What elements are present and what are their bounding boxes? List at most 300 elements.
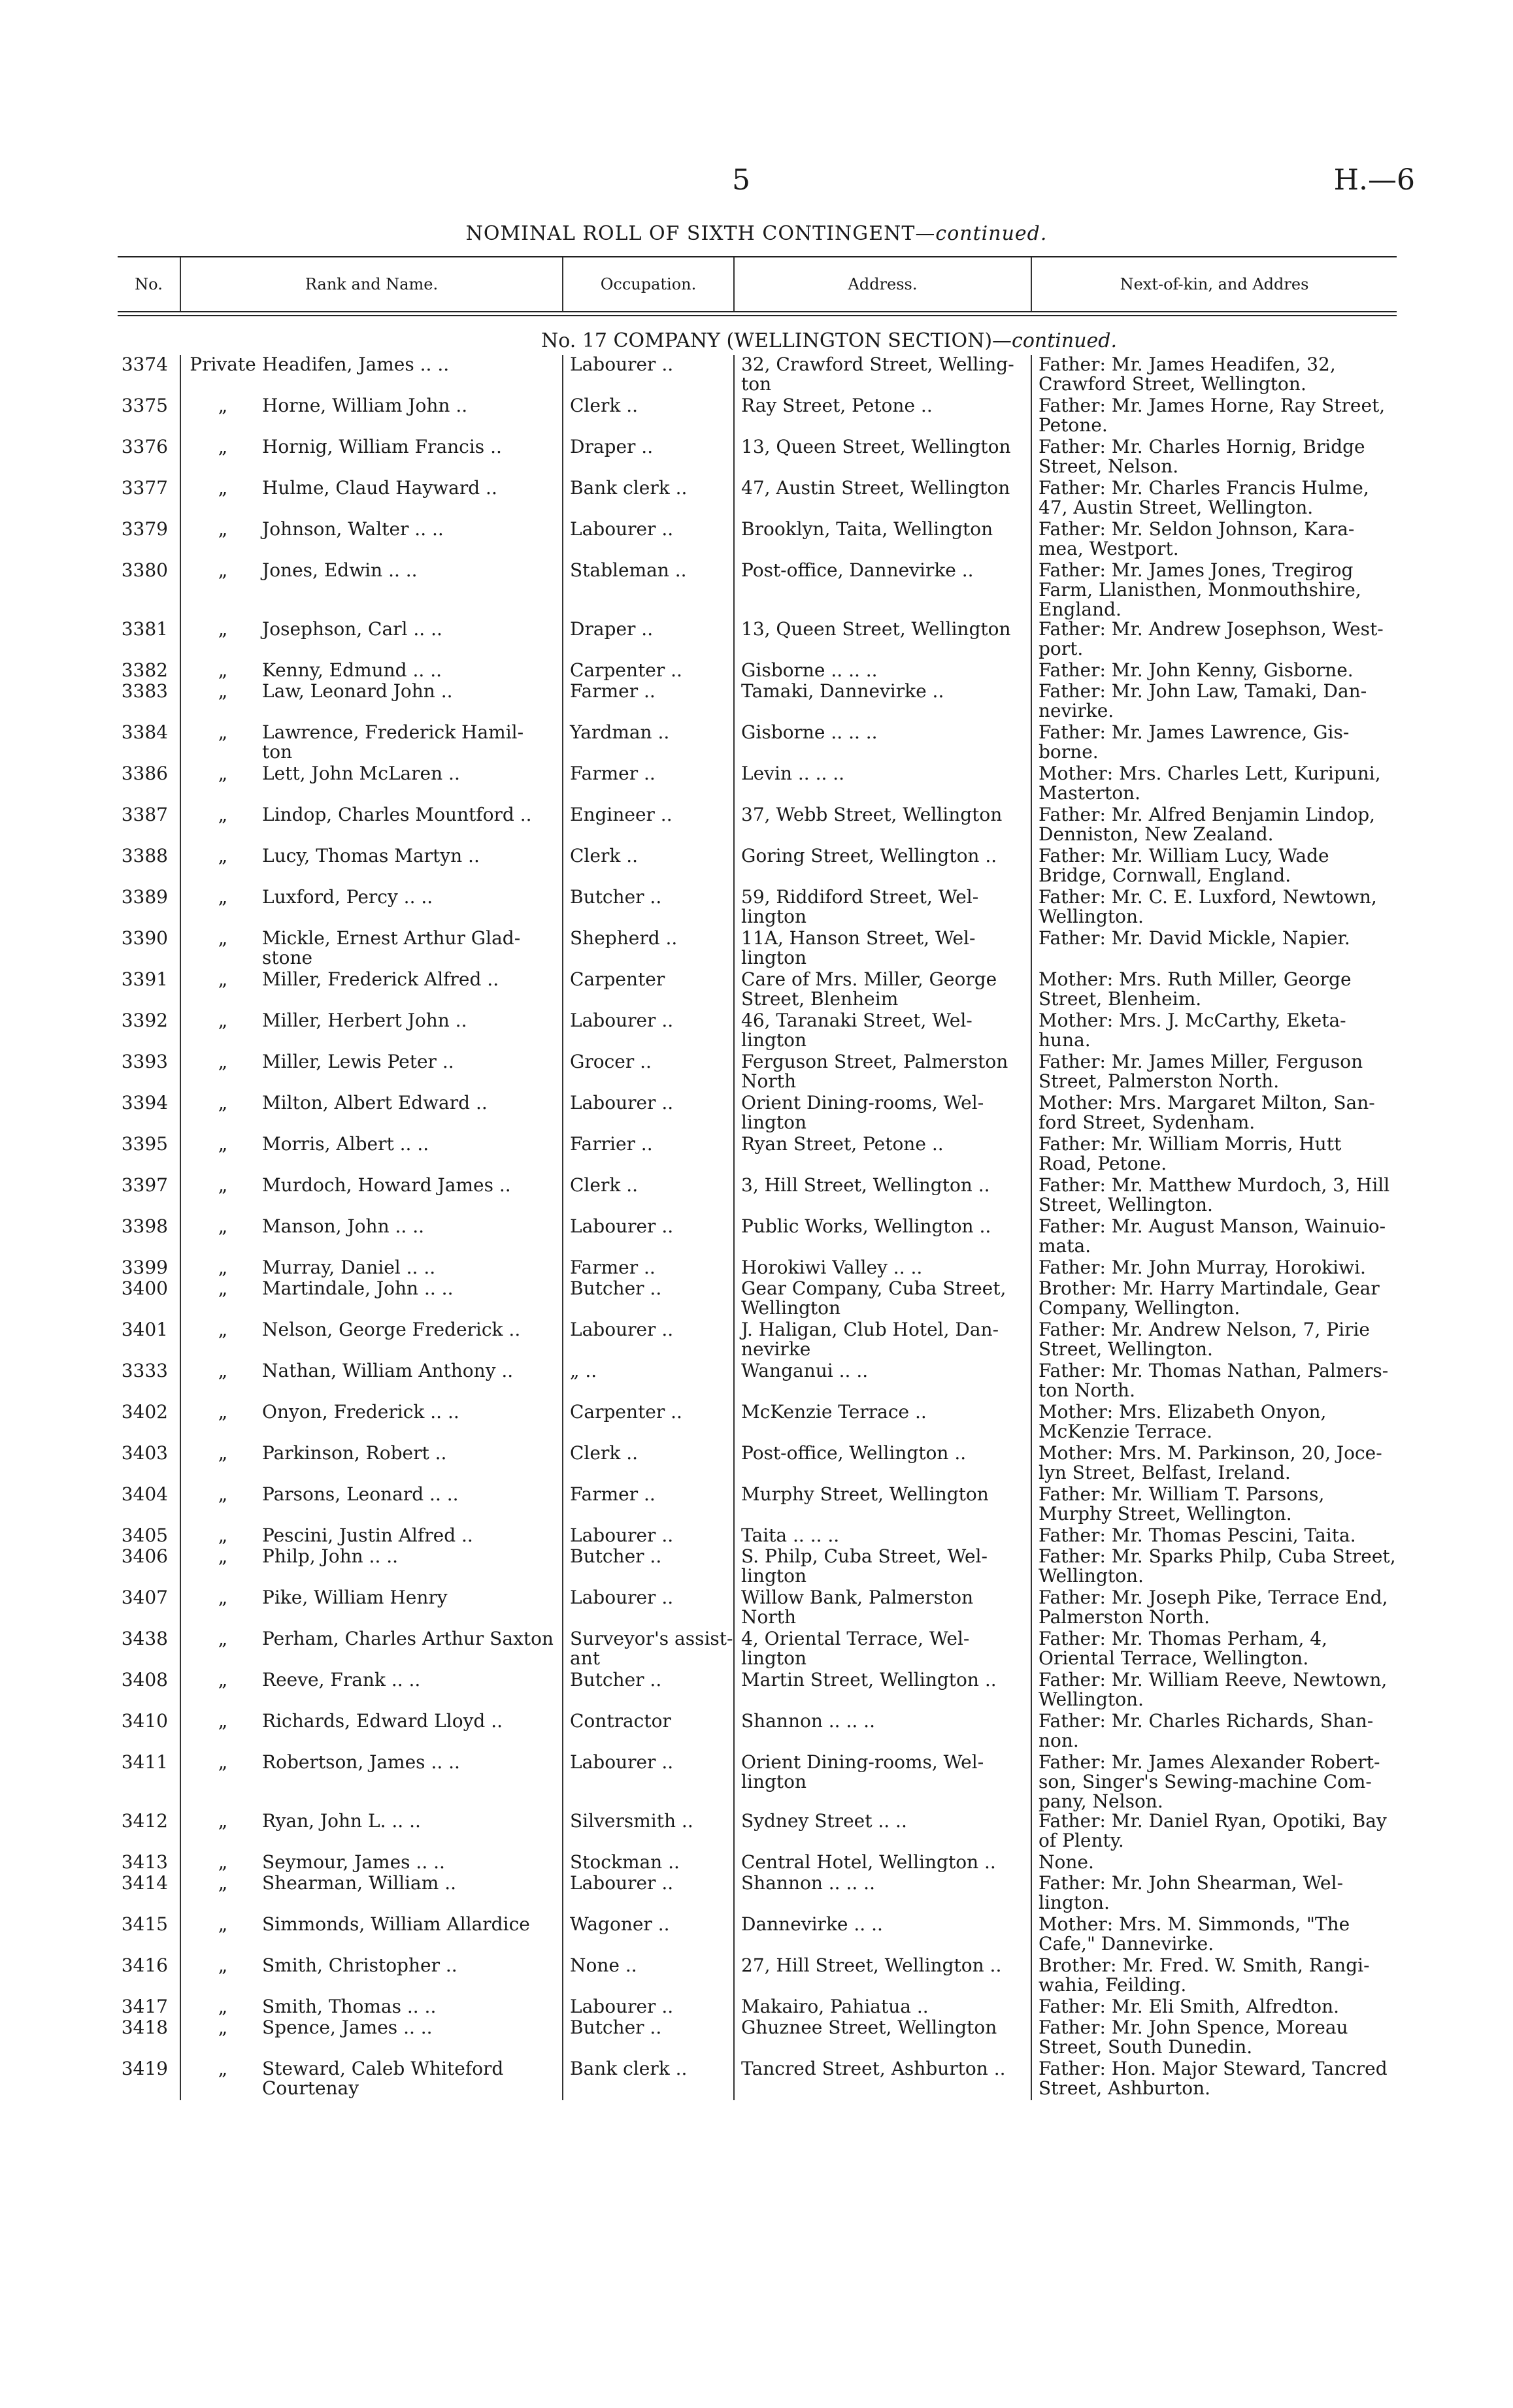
row-number: 3415 (121, 1913, 168, 1935)
occupation: „ .. (562, 1361, 733, 1402)
rank-name-cell (180, 1997, 562, 2018)
rank: „ (218, 1751, 228, 1773)
soldier-name: Parsons, Leonard .. .. (262, 1483, 459, 1505)
soldier-name: Law, Leonard John .. (262, 680, 453, 702)
occupation: Clerk .. (562, 846, 733, 887)
rank-name-cell (180, 1588, 562, 1629)
rank-name-cell (180, 1134, 562, 1176)
next-of-kin: Father: Mr. James Miller, Ferguson Street, Palmerston North. (1031, 1052, 1397, 1093)
occupation: Labourer .. (562, 355, 733, 396)
row-number: 3333 (121, 1360, 168, 1381)
rank: „ (218, 1545, 228, 1567)
next-of-kin: Father: Mr. Matthew Murdoch, 3, Hill Street, Wellington. (1031, 1176, 1397, 1217)
row-number: 3407 (121, 1587, 168, 1608)
row-number: 3397 (121, 1174, 168, 1196)
rank-name-cell (180, 520, 562, 561)
table-row (118, 846, 1397, 887)
soldier-name: Lindop, Charles Mountford .. (262, 804, 532, 825)
table-row (118, 723, 1397, 764)
occupation: Yardman .. (562, 723, 733, 764)
row-number: 3384 (121, 721, 168, 743)
next-of-kin: Father: Mr. Thomas Pescini, Taita. (1031, 1526, 1397, 1547)
rank: „ (218, 1525, 228, 1546)
table-row (118, 1915, 1397, 1956)
address: Murphy Street, Wellington (733, 1485, 1031, 1526)
occupation: Carpenter (562, 970, 733, 1011)
rank-name-cell (180, 1711, 562, 1753)
rank: „ (218, 477, 228, 499)
row-number: 3381 (121, 618, 168, 640)
occupation: Stableman .. (562, 561, 733, 619)
occupation: Butcher .. (562, 1670, 733, 1711)
rank-name-cell (180, 2018, 562, 2059)
soldier-name: Johnson, Walter .. .. (262, 518, 444, 540)
occupation: Labourer .. (562, 1011, 733, 1052)
rank: „ (218, 1051, 228, 1072)
address: Martin Street, Wellington .. (733, 1670, 1031, 1711)
rank: „ (218, 1319, 228, 1340)
rank-name-cell (180, 1915, 562, 1956)
rank: „ (218, 721, 228, 743)
roll-title-continued: continued. (935, 222, 1048, 245)
row-number: 3374 (121, 354, 168, 375)
rank-name-cell (180, 846, 562, 887)
soldier-name: Manson, John .. .. (262, 1215, 425, 1237)
soldier-name: Kenny, Edmund .. .. (262, 659, 442, 681)
rank: „ (218, 845, 228, 866)
rank-name-cell (180, 1258, 562, 1279)
occupation: Butcher .. (562, 1279, 733, 1320)
address: Goring Street, Wellington .. (733, 846, 1031, 887)
next-of-kin: Mother: Mrs. M. Simmonds, "The Cafe," Dannevirke. (1031, 1915, 1397, 1956)
occupation: Farrier .. (562, 1134, 733, 1176)
rank-name-cell (180, 682, 562, 723)
row-number: 3403 (121, 1442, 168, 1464)
soldier-name: Smith, Christopher .. (262, 1954, 457, 1976)
rank: „ (218, 1483, 228, 1505)
table-row (118, 1753, 1397, 1811)
rank: „ (218, 927, 228, 949)
table-row (118, 2018, 1397, 2059)
next-of-kin: Father: Hon. Major Steward, Tancred Street, Ashburton. (1031, 2059, 1397, 2100)
rank: „ (218, 1587, 228, 1608)
address: Shannon .. .. .. (733, 1873, 1031, 1915)
rank: „ (218, 1360, 228, 1381)
next-of-kin: Father: Mr. John Kenny, Gisborne. (1031, 661, 1397, 682)
occupation: Labourer .. (562, 1093, 733, 1134)
row-number: 3393 (121, 1051, 168, 1072)
soldier-name: Shearman, William .. (262, 1872, 456, 1894)
next-of-kin: Mother: Mrs. Elizabeth Onyon, McKenzie Terrace. (1031, 1402, 1397, 1443)
address: 11A, Hanson Street, Wel- lington (733, 929, 1031, 970)
soldier-name: Pike, William Henry (262, 1587, 448, 1608)
next-of-kin: Father: Mr. James Headifen, 32, Crawford Street, Wellington. (1031, 355, 1397, 396)
soldier-name: Nathan, William Anthony .. (262, 1360, 514, 1381)
section-title-main: No. 17 COMPANY (WELLINGTON SECTION)— (540, 329, 1012, 352)
address: Orient Dining-rooms, Wel- lington (733, 1753, 1031, 1811)
row-number: 3401 (121, 1319, 168, 1340)
soldier-name: Josephson, Carl .. .. (262, 618, 442, 640)
next-of-kin: Father: Mr. Eli Smith, Alfredton. (1031, 1997, 1397, 2018)
rank-name-cell (180, 1753, 562, 1811)
table-row (118, 1093, 1397, 1134)
rank: „ (218, 1257, 228, 1278)
table-row (118, 1402, 1397, 1443)
table-row (118, 2059, 1397, 2100)
address: Public Works, Wellington .. (733, 1217, 1031, 1258)
address: 47, Austin Street, Wellington (733, 478, 1031, 520)
next-of-kin: Mother: Mrs. J. McCarthy, Eketa- huna. (1031, 1011, 1397, 1052)
next-of-kin: Mother: Mrs. Charles Lett, Kuripuni, Masterton. (1031, 764, 1397, 805)
address: Ghuznee Street, Wellington (733, 2018, 1031, 2059)
row-number: 3383 (121, 680, 168, 702)
rank-name-cell (180, 1526, 562, 1547)
occupation: Clerk .. (562, 1176, 733, 1217)
row-number: 3380 (121, 559, 168, 581)
next-of-kin: Father: Mr. John Shearman, Wel- lington. (1031, 1873, 1397, 1915)
table-row (118, 1176, 1397, 1217)
soldier-name: Steward, Caleb Whiteford Courtenay (262, 2058, 504, 2099)
soldier-name: Smith, Thomas .. .. (262, 1996, 437, 2017)
rank-name-cell (180, 1402, 562, 1443)
next-of-kin: Father: Mr. James Horne, Ray Street, Petone. (1031, 396, 1397, 437)
rank-name-cell (180, 1320, 562, 1361)
soldier-name: Headifen, James .. .. (262, 354, 450, 375)
row-number: 3390 (121, 927, 168, 949)
row-number: 3379 (121, 518, 168, 540)
rank: „ (218, 1913, 228, 1935)
next-of-kin: Father: Mr. C. E. Luxford, Newtown, Wellington. (1031, 887, 1397, 929)
rank: „ (218, 1954, 228, 1976)
occupation: Labourer .. (562, 1526, 733, 1547)
occupation: Labourer .. (562, 520, 733, 561)
row-number: 3387 (121, 804, 168, 825)
row-number: 3413 (121, 1851, 168, 1873)
table-row (118, 887, 1397, 929)
nominal-roll-table (118, 256, 1397, 2100)
rank: „ (218, 1174, 228, 1196)
table-row (118, 805, 1397, 846)
occupation: Labourer .. (562, 1753, 733, 1811)
soldier-name: Lucy, Thomas Martyn .. (262, 845, 480, 866)
rank-name-cell (180, 1176, 562, 1217)
row-number: 3402 (121, 1401, 168, 1423)
next-of-kin: Father: Mr. William Reeve, Newtown, Wellington. (1031, 1670, 1397, 1711)
soldier-name: Miller, Frederick Alfred .. (262, 968, 499, 990)
rank-name-cell (180, 929, 562, 970)
rank-name-cell (180, 355, 562, 396)
row-number: 3395 (121, 1133, 168, 1155)
address: Post-office, Wellington .. (733, 1443, 1031, 1485)
occupation: Grocer .. (562, 1052, 733, 1093)
table-row (118, 764, 1397, 805)
occupation: None .. (562, 1956, 733, 1997)
rank: „ (218, 1872, 228, 1894)
address: Levin .. .. .. (733, 764, 1031, 805)
occupation: Engineer .. (562, 805, 733, 846)
rank-name-cell (180, 1629, 562, 1670)
rank-name-cell (180, 1547, 562, 1588)
soldier-name: Simmonds, William Allardice (262, 1913, 530, 1935)
address: Dannevirke .. .. (733, 1915, 1031, 1956)
soldier-name: Philp, John .. .. (262, 1545, 399, 1567)
rank: „ (218, 763, 228, 784)
row-number: 3418 (121, 2017, 168, 2038)
rank: „ (218, 1010, 228, 1031)
next-of-kin: Father: Mr. William Morris, Hutt Road, Petone. (1031, 1134, 1397, 1176)
rank-name-cell (180, 619, 562, 661)
address: Taita .. .. .. (733, 1526, 1031, 1547)
row-number: 3419 (121, 2058, 168, 2079)
row-number: 3414 (121, 1872, 168, 1894)
row-number: 3406 (121, 1545, 168, 1567)
rank-name-cell (180, 970, 562, 1011)
address: 32, Crawford Street, Welling- ton (733, 355, 1031, 396)
soldier-name: Jones, Edwin .. .. (262, 559, 418, 581)
rank-name-cell (180, 805, 562, 846)
table-row (118, 561, 1397, 619)
next-of-kin: Father: Mr. Charles Francis Hulme, 47, Austin Street, Wellington. (1031, 478, 1397, 520)
occupation: Shepherd .. (562, 929, 733, 970)
table-row (118, 1547, 1397, 1588)
row-number: 3394 (121, 1092, 168, 1113)
address: Sydney Street .. .. (733, 1811, 1031, 1853)
soldier-name: Hulme, Claud Hayward .. (262, 477, 497, 499)
rank: „ (218, 1996, 228, 2017)
occupation: Bank clerk .. (562, 478, 733, 520)
row-number: 3389 (121, 886, 168, 908)
table-row (118, 1956, 1397, 1997)
next-of-kin: Father: Mr. Sparks Philp, Cuba Street, Wellington. (1031, 1547, 1397, 1588)
rank: „ (218, 1810, 228, 1832)
address: 37, Webb Street, Wellington (733, 805, 1031, 846)
rank: „ (218, 1215, 228, 1237)
rank-name-cell (180, 1853, 562, 1873)
row-number: 3391 (121, 968, 168, 990)
soldier-name: Luxford, Percy .. .. (262, 886, 433, 908)
address: Post-office, Dannevirke .. (733, 561, 1031, 619)
address: Ryan Street, Petone .. (733, 1134, 1031, 1176)
row-number: 3411 (121, 1751, 168, 1773)
rank: „ (218, 1278, 228, 1299)
row-number: 3375 (121, 395, 168, 416)
rank: „ (218, 1710, 228, 1732)
row-number: 3416 (121, 1954, 168, 1976)
rank: „ (218, 436, 228, 457)
table-row (118, 1485, 1397, 1526)
soldier-name: Mickle, Ernest Arthur Glad- stone (262, 927, 521, 968)
table-row (118, 520, 1397, 561)
occupation: Clerk .. (562, 1443, 733, 1485)
rank-name-cell (180, 1811, 562, 1853)
rank: „ (218, 1628, 228, 1649)
occupation: Silversmith .. (562, 1811, 733, 1853)
next-of-kin: Father: Mr. Charles Richards, Shan- non. (1031, 1711, 1397, 1753)
row-number: 3392 (121, 1010, 168, 1031)
next-of-kin: Father: Mr. William T. Parsons, Murphy Street, Wellington. (1031, 1485, 1397, 1526)
address: S. Philp, Cuba Street, Wel- lington (733, 1547, 1031, 1588)
occupation: Stockman .. (562, 1853, 733, 1873)
soldier-name: Miller, Herbert John .. (262, 1010, 467, 1031)
soldier-name: Spence, James .. .. (262, 2017, 433, 2038)
roll-title (0, 222, 1513, 245)
address: Horokiwi Valley .. .. (733, 1258, 1031, 1279)
address: Brooklyn, Taita, Wellington (733, 520, 1031, 561)
occupation: Labourer .. (562, 1217, 733, 1258)
table-row (118, 1997, 1397, 2018)
rank: „ (218, 680, 228, 702)
occupation: Labourer .. (562, 1320, 733, 1361)
rank-name-cell (180, 437, 562, 478)
document-code: H.—6 (1333, 163, 1415, 197)
next-of-kin: Father: Mr. William Lucy, Wade Bridge, Cornwall, England. (1031, 846, 1397, 887)
table-row (118, 970, 1397, 1011)
address: Central Hotel, Wellington .. (733, 1853, 1031, 1873)
rank: „ (218, 618, 228, 640)
soldier-name: Morris, Albert .. .. (262, 1133, 429, 1155)
table-row (118, 1279, 1397, 1320)
rank-name-cell (180, 1670, 562, 1711)
occupation: Farmer .. (562, 764, 733, 805)
occupation: Carpenter .. (562, 661, 733, 682)
table-row (118, 1258, 1397, 1279)
address: Shannon .. .. .. (733, 1711, 1031, 1753)
soldier-name: Ryan, John L. .. .. (262, 1810, 421, 1832)
section-title (118, 329, 1397, 352)
row-number: 3412 (121, 1810, 168, 1832)
row-number: 3376 (121, 436, 168, 457)
rank: „ (218, 968, 228, 990)
table-row (118, 661, 1397, 682)
next-of-kin: Father: Mr. John Spence, Moreau Street, South Dunedin. (1031, 2018, 1397, 2059)
rank: „ (218, 2017, 228, 2038)
rank-name-cell (180, 1279, 562, 1320)
next-of-kin: Mother: Mrs. Ruth Miller, George Street, Blenheim. (1031, 970, 1397, 1011)
rank: „ (218, 886, 228, 908)
table-header (118, 257, 1397, 311)
next-of-kin: Father: Mr. Charles Hornig, Bridge Street, Nelson. (1031, 437, 1397, 478)
next-of-kin: Father: Mr. Thomas Perham, 4, Oriental Terrace, Wellington. (1031, 1629, 1397, 1670)
soldier-name: Murray, Daniel .. .. (262, 1257, 436, 1278)
address: Makairo, Pahiatua .. (733, 1997, 1031, 2018)
next-of-kin: Father: Mr. Alfred Benjamin Lindop, Denniston, New Zealand. (1031, 805, 1397, 846)
address: Care of Mrs. Miller, George Street, Blenheim (733, 970, 1031, 1011)
address: Gisborne .. .. .. (733, 723, 1031, 764)
occupation: Farmer .. (562, 1485, 733, 1526)
address: 13, Queen Street, Wellington (733, 437, 1031, 478)
address: Willow Bank, Palmerston North (733, 1588, 1031, 1629)
next-of-kin: Father: Mr. Daniel Ryan, Opotiki, Bay of Plenty. (1031, 1811, 1397, 1853)
soldier-name: Parkinson, Robert .. (262, 1442, 447, 1464)
occupation: Bank clerk .. (562, 2059, 733, 2100)
address: 4, Oriental Terrace, Wel- lington (733, 1629, 1031, 1670)
row-number: 3417 (121, 1996, 168, 2017)
address: Ray Street, Petone .. (733, 396, 1031, 437)
occupation: Draper .. (562, 619, 733, 661)
table-header-rule (118, 311, 1397, 316)
rank: „ (218, 559, 228, 581)
row-number: 3408 (121, 1669, 168, 1691)
soldier-name: Hornig, William Francis .. (262, 436, 502, 457)
next-of-kin: Father: Mr. James Lawrence, Gis- borne. (1031, 723, 1397, 764)
page-number: 5 (732, 163, 750, 197)
occupation: Labourer .. (562, 1873, 733, 1915)
occupation: Contractor (562, 1711, 733, 1753)
header-address: Address. (733, 257, 1031, 311)
occupation: Draper .. (562, 437, 733, 478)
soldier-name: Miller, Lewis Peter .. (262, 1051, 454, 1072)
soldier-name: Perham, Charles Arthur Saxton (262, 1628, 554, 1649)
rank-name-cell (180, 764, 562, 805)
rank-name-cell (180, 1443, 562, 1485)
rank-name-cell (180, 561, 562, 619)
address: Orient Dining-rooms, Wel- lington (733, 1093, 1031, 1134)
rank: Private (190, 354, 256, 375)
next-of-kin: Father: Mr. James Alexander Robert- son, Singer's Sewing-machine Com- pany, Nelson. (1031, 1753, 1397, 1811)
rank: „ (218, 1401, 228, 1423)
table-row (118, 682, 1397, 723)
address: 27, Hill Street, Wellington .. (733, 1956, 1031, 1997)
occupation: Wagoner .. (562, 1915, 733, 1956)
table-row (118, 437, 1397, 478)
rank: „ (218, 2058, 228, 2079)
address: 13, Queen Street, Wellington (733, 619, 1031, 661)
soldier-name: Pescini, Justin Alfred .. (262, 1525, 473, 1546)
table-row (118, 1443, 1397, 1485)
address: 3, Hill Street, Wellington .. (733, 1176, 1031, 1217)
table-row (118, 396, 1397, 437)
rank: „ (218, 518, 228, 540)
next-of-kin: Father: Mr. Thomas Nathan, Palmers- ton North. (1031, 1361, 1397, 1402)
rank-name-cell (180, 1052, 562, 1093)
rank-name-cell (180, 1217, 562, 1258)
row-number: 3400 (121, 1278, 168, 1299)
next-of-kin: Father: Mr. John Law, Tamaki, Dan- nevirke. (1031, 682, 1397, 723)
table-row (118, 619, 1397, 661)
soldier-name: Murdoch, Howard James .. (262, 1174, 511, 1196)
table-row (118, 355, 1397, 396)
next-of-kin: Father: Mr. James Jones, Tregirog Farm, Llanisthen, Monmouthshire, England. (1031, 561, 1397, 619)
occupation: Farmer .. (562, 1258, 733, 1279)
occupation: Carpenter .. (562, 1402, 733, 1443)
row-number: 3377 (121, 477, 168, 499)
soldier-name: Milton, Albert Edward .. (262, 1092, 488, 1113)
row-number: 3438 (121, 1628, 168, 1649)
occupation: Farmer .. (562, 682, 733, 723)
soldier-name: Reeve, Frank .. .. (262, 1669, 421, 1691)
rank-name-cell (180, 1873, 562, 1915)
row-number: 3405 (121, 1525, 168, 1546)
table-body (118, 355, 1397, 2100)
rank-name-cell (180, 1361, 562, 1402)
occupation: Butcher .. (562, 887, 733, 929)
soldier-name: Martindale, John .. .. (262, 1278, 454, 1299)
rank: „ (218, 1851, 228, 1873)
address: Tancred Street, Ashburton .. (733, 2059, 1031, 2100)
soldier-name: Onyon, Frederick .. .. (262, 1401, 459, 1423)
header-rank-name: Rank and Name. (180, 257, 562, 311)
soldier-name: Lett, John McLaren .. (262, 763, 460, 784)
address: J. Haligan, Club Hotel, Dan- nevirke (733, 1320, 1031, 1361)
address: McKenzie Terrace .. (733, 1402, 1031, 1443)
rank: „ (218, 1669, 228, 1691)
rank-name-cell (180, 1011, 562, 1052)
row-number: 3410 (121, 1710, 168, 1732)
rank-name-cell (180, 1485, 562, 1526)
row-number: 3382 (121, 659, 168, 681)
occupation: Surveyor's assist- ant (562, 1629, 733, 1670)
next-of-kin: Father: Mr. David Mickle, Napier. (1031, 929, 1397, 970)
